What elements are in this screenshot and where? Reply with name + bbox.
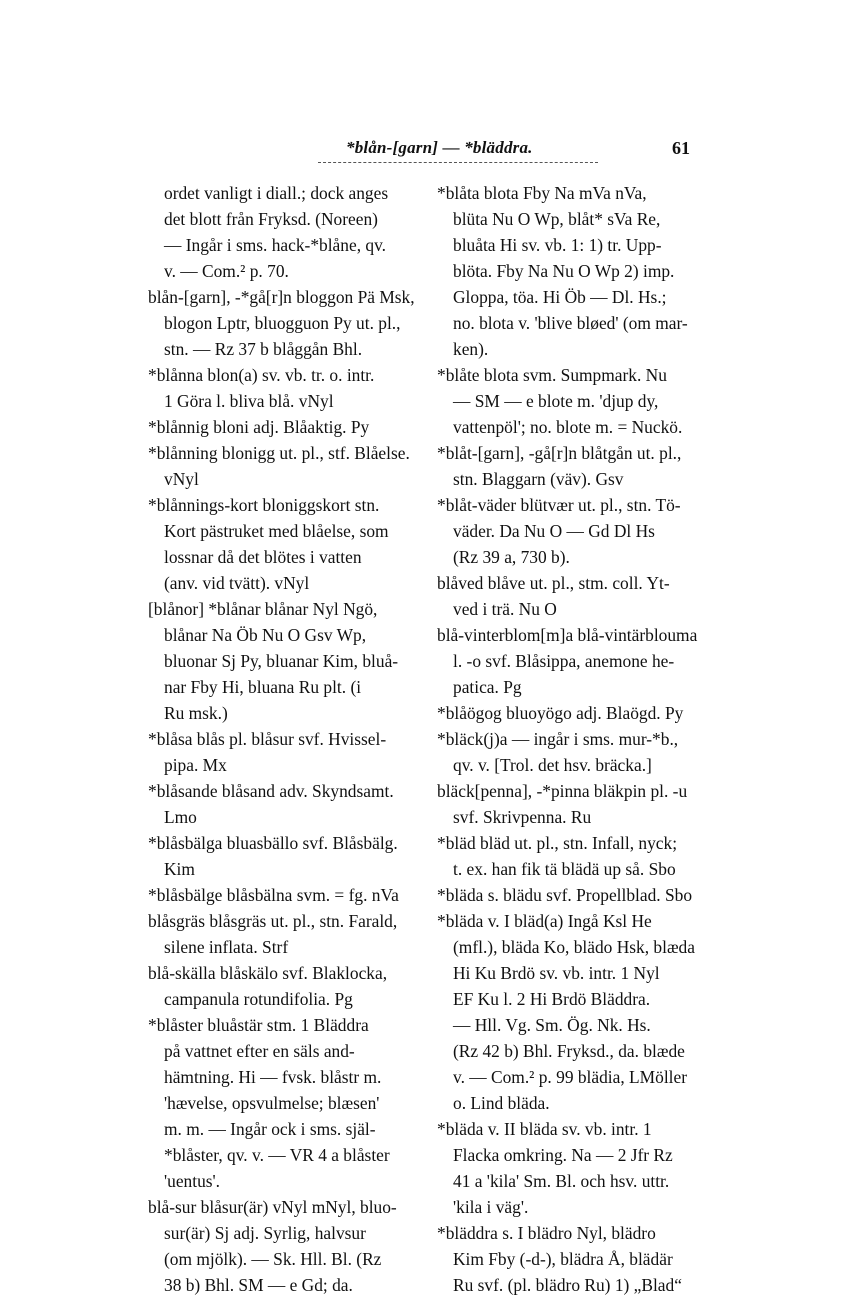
entry-continuation-line: väder. Da Nu O — Gd Dl Hs [453, 521, 655, 541]
entry-continuation-line: 41 a 'kila' Sm. Bl. och hsv. uttr. [453, 1171, 670, 1191]
entry-headword-line: *bläda v. I bläd(a) Ingå Ksl He [437, 911, 652, 931]
entry-headword-line: *bläda v. II bläda sv. vb. intr. 1 [437, 1119, 652, 1139]
running-head [0, 138, 852, 168]
entry-headword-line: *blånna blon(a) sv. vb. tr. o. intr. [148, 365, 375, 385]
entry-headword-line: *blåt-[garn], -gå[r]n blåtgån ut. pl., [437, 443, 682, 463]
entry-headword-line: *blåta blota Fby Na mVa nVa, [437, 183, 647, 203]
running-title: *blån-[garn] — *bläddra. [346, 138, 533, 157]
entry-headword-line: bläck[penna], -*pinna bläkpin pl. -u [437, 781, 688, 801]
entry-continuation-line: vNyl [164, 469, 199, 489]
entry-headword-line: *bläd bläd ut. pl., stn. Infall, nyck; [437, 833, 678, 853]
entry-headword-line: *blåsande blåsand adv. Skyndsamt. [148, 781, 394, 801]
entry-headword-line: *bläda s. blädu svf. Propellblad. Sbo [437, 885, 693, 905]
entry-continuation-line: EF Ku l. 2 Hi Brdö Bläddra. [453, 989, 651, 1009]
entry-continuation-line: blånar Na Öb Nu O Gsv Wp, [164, 625, 367, 645]
entry-continuation-line: blöta. Fby Na Nu O Wp 2) imp. [453, 261, 675, 281]
entry-continuation-line: (Rz 39 a, 730 b). [453, 547, 570, 567]
entry-continuation-line: t. ex. han fik tä blädä up så. Sbo [453, 859, 676, 879]
entry-continuation-line: 38 b) Bhl. SM — e Gd; da. [164, 1275, 353, 1295]
entry-headword-line: *blånning blonigg ut. pl., stf. Blåelse. [148, 443, 410, 463]
entry-continuation-line: patica. Pg [453, 677, 522, 697]
entry-headword-line: *blåsbälga bluasbällo svf. Blåsbälg. [148, 833, 398, 853]
entry-continuation-line: sur(är) Sj adj. Syrlig, halvsur [164, 1223, 366, 1243]
entry-continuation-line: Kim Fby (-d-), blädra Å, blädär [453, 1249, 673, 1269]
entry-continuation-line: — SM — e blote m. 'djup dy, [453, 391, 659, 411]
entry-headword-line: blå-sur blåsur(är) vNyl mNyl, bluo- [148, 1197, 397, 1217]
entry-continuation-line: v. — Com.² p. 70. [164, 261, 289, 281]
entry-continuation-line: campanula rotundifolia. Pg [164, 989, 353, 1009]
entry-headword-line: *bläddra s. I blädro Nyl, blädro [437, 1223, 656, 1243]
entry-continuation-line: — Hll. Vg. Sm. Ög. Nk. Hs. [453, 1015, 651, 1035]
entry-headword-line: blåved blåve ut. pl., stm. coll. Yt- [437, 573, 670, 593]
left-column [148, 180, 420, 1298]
entry-headword-line: *blåsa blås pl. blåsur svf. Hvissel- [148, 729, 387, 749]
entry-continuation-line: (om mjölk). — Sk. Hll. Bl. (Rz [164, 1249, 382, 1269]
entry-continuation-line: 1 Göra l. bliva blå. vNyl [164, 391, 334, 411]
entry-continuation-line: m. m. — Ingår ock i sms. själ- [164, 1119, 376, 1139]
entry-headword-line: blåsgräs blåsgräs ut. pl., stn. Farald, [148, 911, 398, 931]
entry-continuation-line: — Ingår i sms. hack-*blåne, qv. [164, 235, 386, 255]
entry-continuation-line: Hi Ku Brdö sv. vb. intr. 1 Nyl [453, 963, 660, 983]
entry-headword-line: blå-vinterblom[m]a blå-vintärblouma [437, 625, 698, 645]
entry-continuation-line: *blåster, qv. v. — VR 4 a blåster [164, 1145, 390, 1165]
entry-continuation-line: Kim [164, 859, 195, 879]
entry-continuation-line: o. Lind bläda. [453, 1093, 550, 1113]
entry-continuation-line: Ru svf. (pl. blädro Ru) 1) „Blad“ [453, 1275, 682, 1295]
entry-headword-line: *blåster bluåstär stm. 1 Bläddra [148, 1015, 369, 1035]
entry-continuation-line: blüta Nu O Wp, blåt* sVa Re, [453, 209, 661, 229]
entry-continuation-line: bluonar Sj Py, bluanar Kim, bluå- [164, 651, 399, 671]
entry-continuation-line: Flacka omkring. Na — 2 Jfr Rz [453, 1145, 673, 1165]
entry-continuation-line: hämtning. Hi — fvsk. blåstr m. [164, 1067, 382, 1087]
entry-continuation-line: no. blota v. 'blive bløed' (om mar- [453, 313, 688, 333]
header-rule [318, 162, 598, 163]
page-number: 61 [672, 138, 690, 158]
entry-headword-line: *blånnings-kort bloniggskort stn. [148, 495, 380, 515]
entry-continuation-line: Lmo [164, 807, 197, 827]
entry-continuation-line: ken). [453, 339, 489, 359]
entry-headword-line: *blåte blota svm. Sumpmark. Nu [437, 365, 667, 385]
entry-headword-line: *blåögog bluoyögo adj. Blaögd. Py [437, 703, 684, 723]
entry-headword-line: *bläck(j)a — ingår i sms. mur-*b., [437, 729, 679, 749]
entry-continuation-line: bluåta Hi sv. vb. 1: 1) tr. Upp- [453, 235, 662, 255]
entry-continuation-line: ordet vanligt i diall.; dock anges [164, 183, 389, 203]
entry-continuation-line: (Rz 42 b) Bhl. Fryksd., da. blæde [453, 1041, 685, 1061]
entry-continuation-line: (mfl.), bläda Ko, blädo Hsk, blæda [453, 937, 695, 957]
entry-continuation-line: Ru msk.) [164, 703, 228, 723]
entry-headword-line: *blåt-väder blütvær ut. pl., stn. Tö- [437, 495, 681, 515]
entry-continuation-line: stn. — Rz 37 b blåggån Bhl. [164, 339, 363, 359]
entry-continuation-line: 'kila i väg'. [453, 1197, 529, 1217]
entry-continuation-line: ved i trä. Nu O [453, 599, 557, 619]
entry-continuation-line: stn. Blaggarn (väv). Gsv [453, 469, 624, 489]
entry-continuation-line: på vattnet efter en säls and- [164, 1041, 355, 1061]
entry-continuation-line: 'hævelse, opsvulmelse; blæsen' [164, 1093, 380, 1113]
entry-headword-line: blån-[garn], -*gå[r]n bloggon Pä Msk, [148, 287, 415, 307]
entry-continuation-line: v. — Com.² p. 99 blädia, LMöller [453, 1067, 688, 1087]
entry-continuation-line: (anv. vid tvätt). vNyl [164, 573, 310, 593]
entry-continuation-line: qv. v. [Trol. det hsv. bräcka.] [453, 755, 652, 775]
entry-headword-line: blå-skälla blåskälo svf. Blaklocka, [148, 963, 388, 983]
entry-headword-line: *blåsbälge blåsbälna svm. = fg. nVa [148, 885, 399, 905]
entry-continuation-line: l. -o svf. Blåsippa, anemone he- [453, 651, 675, 671]
entry-continuation-line: pipa. Mx [164, 755, 227, 775]
entry-continuation-line: Kort pästruket med blåelse, som [164, 521, 389, 541]
entry-headword-line: [blånor] *blånar blånar Nyl Ngö, [148, 599, 378, 619]
entry-continuation-line: svf. Skrivpenna. Ru [453, 807, 592, 827]
entry-continuation-line: nar Fby Hi, bluana Ru plt. (i [164, 677, 362, 697]
entry-continuation-line: 'uentus'. [164, 1171, 221, 1191]
entry-continuation-line: vattenpöl'; no. blote m. = Nuckö. [453, 417, 683, 437]
right-column [437, 180, 714, 1298]
entry-continuation-line: blogon Lptr, bluogguon Py ut. pl., [164, 313, 401, 333]
entry-continuation-line: silene inflata. Strf [164, 937, 289, 957]
entry-continuation-line: det blott från Fryksd. (Noreen) [164, 209, 378, 229]
entry-headword-line: *blånnig bloni adj. Blåaktig. Py [148, 417, 370, 437]
entry-continuation-line: lossnar då det blötes i vatten [164, 547, 362, 567]
entry-continuation-line: Gloppa, töa. Hi Öb — Dl. Hs.; [453, 287, 667, 307]
